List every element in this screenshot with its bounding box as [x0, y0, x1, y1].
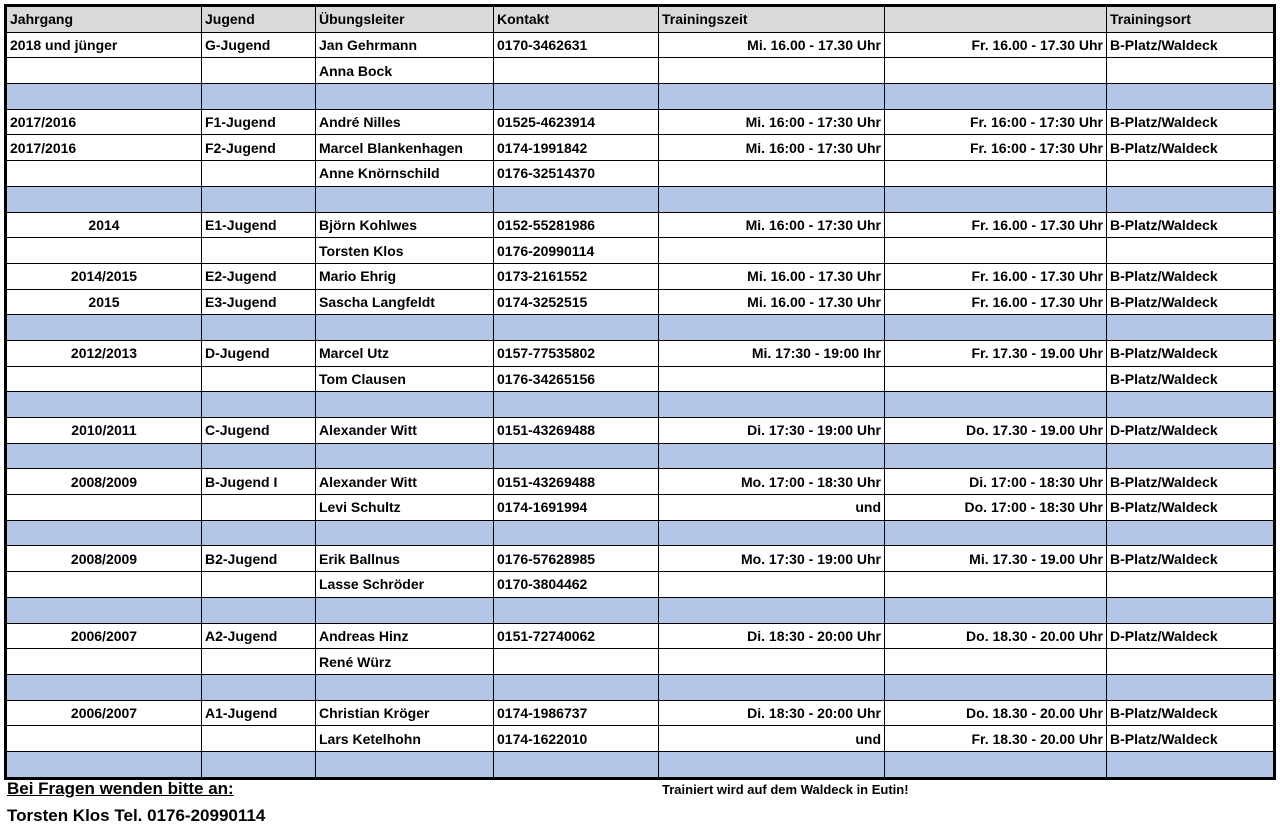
- table-row: [6, 263, 1275, 289]
- footer-note: Trainiert wird auf dem Waldeck in Eutin!: [662, 782, 909, 797]
- cell-trainingsort: B-Platz/Waldeck: [1107, 495, 1275, 521]
- table-row: [6, 289, 1275, 315]
- cell-jahrgang: [6, 58, 202, 84]
- cell-kontakt: 0173-2161552: [494, 263, 659, 289]
- cell-jahrgang: 2008/2009: [6, 546, 202, 572]
- spacer-cell: [1107, 443, 1275, 469]
- cell-trainingszeit-1: [659, 366, 885, 392]
- cell-trainingszeit-2: Fr. 17.30 - 19.00 Uhr: [885, 340, 1107, 366]
- cell-uebungsleiter: Anna Bock: [316, 58, 494, 84]
- spacer-cell: [316, 315, 494, 341]
- table-row: [6, 649, 1275, 675]
- spacer-cell: [6, 520, 202, 546]
- spacer-cell: [202, 84, 316, 110]
- table-row: [6, 495, 1275, 521]
- cell-jahrgang: [6, 572, 202, 598]
- spacer-cell: [494, 392, 659, 418]
- cell-jahrgang: [6, 161, 202, 187]
- cell-trainingszeit-2: Do. 17:00 - 18:30 Uhr: [885, 495, 1107, 521]
- cell-trainingszeit-2: [885, 649, 1107, 675]
- spacer-cell: [316, 84, 494, 110]
- cell-trainingszeit-2: Fr. 16.00 - 17.30 Uhr: [885, 263, 1107, 289]
- spacer-cell: [659, 674, 885, 700]
- cell-trainingsort: D-Platz/Waldeck: [1107, 623, 1275, 649]
- cell-trainingszeit-2: [885, 366, 1107, 392]
- cell-kontakt: 0176-20990114: [494, 238, 659, 264]
- cell-trainingszeit-1: Mi. 16:00 - 17:30 Uhr: [659, 212, 885, 238]
- cell-jahrgang: [6, 495, 202, 521]
- cell-uebungsleiter: Tom Clausen: [316, 366, 494, 392]
- table-row: [6, 212, 1275, 238]
- cell-trainingsort: D-Platz/Waldeck: [1107, 418, 1275, 444]
- table-row: [6, 161, 1275, 187]
- cell-trainingsort: B-Platz/Waldeck: [1107, 212, 1275, 238]
- cell-trainingszeit-2: Fr. 16.00 - 17.30 Uhr: [885, 289, 1107, 315]
- spacer-cell: [1107, 751, 1275, 778]
- cell-jahrgang: 2012/2013: [6, 340, 202, 366]
- spacer-cell: [6, 392, 202, 418]
- cell-trainingszeit-1: Di. 18:30 - 20:00 Uhr: [659, 700, 885, 726]
- spacer-cell: [885, 392, 1107, 418]
- cell-uebungsleiter: Christian Kröger: [316, 700, 494, 726]
- cell-jugend: F2-Jugend: [202, 135, 316, 161]
- spacer-cell: [885, 84, 1107, 110]
- cell-jugend: [202, 366, 316, 392]
- cell-kontakt: 01525-4623914: [494, 109, 659, 135]
- spacer-cell: [202, 443, 316, 469]
- cell-jahrgang: [6, 366, 202, 392]
- cell-uebungsleiter: René Würz: [316, 649, 494, 675]
- cell-trainingszeit-2: [885, 572, 1107, 598]
- cell-uebungsleiter: Erik Ballnus: [316, 546, 494, 572]
- spacer-cell: [494, 751, 659, 778]
- spacer-cell: [1107, 315, 1275, 341]
- table-row: [6, 58, 1275, 84]
- spacer-cell: [6, 84, 202, 110]
- spacer-cell: [885, 443, 1107, 469]
- spacer-row: [6, 392, 1275, 418]
- spacer-cell: [316, 597, 494, 623]
- cell-trainingszeit-1: und: [659, 726, 885, 752]
- cell-trainingszeit-1: Mo. 17:30 - 19:00 Uhr: [659, 546, 885, 572]
- cell-jugend: [202, 495, 316, 521]
- cell-trainingsort: B-Platz/Waldeck: [1107, 340, 1275, 366]
- cell-jugend: B2-Jugend: [202, 546, 316, 572]
- cell-jugend: D-Jugend: [202, 340, 316, 366]
- cell-jahrgang: [6, 726, 202, 752]
- spacer-row: [6, 315, 1275, 341]
- table-row: [6, 238, 1275, 264]
- cell-jugend: A1-Jugend: [202, 700, 316, 726]
- cell-jugend: E1-Jugend: [202, 212, 316, 238]
- spacer-cell: [202, 186, 316, 212]
- cell-uebungsleiter: Björn Kohlwes: [316, 212, 494, 238]
- cell-jugend: E2-Jugend: [202, 263, 316, 289]
- header-trainingsort: Trainingsort: [1107, 6, 1275, 33]
- spacer-cell: [1107, 520, 1275, 546]
- cell-jugend: [202, 161, 316, 187]
- cell-trainingszeit-2: Fr. 16.00 - 17.30 Uhr: [885, 32, 1107, 58]
- table-row: [6, 700, 1275, 726]
- cell-uebungsleiter: Marcel Blankenhagen: [316, 135, 494, 161]
- spacer-cell: [659, 84, 885, 110]
- cell-trainingszeit-1: [659, 161, 885, 187]
- cell-trainingszeit-1: Mi. 16.00 - 17.30 Uhr: [659, 32, 885, 58]
- cell-trainingsort: B-Platz/Waldeck: [1107, 109, 1275, 135]
- cell-trainingsort: [1107, 238, 1275, 264]
- spacer-cell: [494, 674, 659, 700]
- cell-trainingszeit-2: [885, 238, 1107, 264]
- header-empty: [885, 6, 1107, 33]
- spacer-cell: [202, 751, 316, 778]
- spacer-cell: [316, 186, 494, 212]
- spacer-row: [6, 751, 1275, 778]
- cell-trainingsort: B-Platz/Waldeck: [1107, 135, 1275, 161]
- cell-jahrgang: [6, 649, 202, 675]
- spacer-cell: [316, 751, 494, 778]
- cell-uebungsleiter: André Nilles: [316, 109, 494, 135]
- spacer-row: [6, 443, 1275, 469]
- cell-trainingszeit-2: Fr. 16:00 - 17:30 Uhr: [885, 109, 1107, 135]
- spacer-row: [6, 674, 1275, 700]
- spacer-cell: [494, 597, 659, 623]
- spacer-cell: [1107, 186, 1275, 212]
- spacer-cell: [494, 315, 659, 341]
- cell-uebungsleiter: Anne Knörnschild: [316, 161, 494, 187]
- cell-trainingsort: B-Platz/Waldeck: [1107, 546, 1275, 572]
- cell-trainingsort: B-Platz/Waldeck: [1107, 289, 1275, 315]
- cell-kontakt: 0151-43269488: [494, 418, 659, 444]
- cell-trainingsort: [1107, 649, 1275, 675]
- cell-jugend: G-Jugend: [202, 32, 316, 58]
- spacer-cell: [885, 597, 1107, 623]
- cell-trainingszeit-2: Do. 18.30 - 20.00 Uhr: [885, 623, 1107, 649]
- table-row: [6, 546, 1275, 572]
- cell-trainingszeit-1: [659, 58, 885, 84]
- header-uebungsleiter: Übungsleiter: [316, 6, 494, 33]
- table-row: [6, 469, 1275, 495]
- cell-jugend: B-Jugend I: [202, 469, 316, 495]
- cell-jahrgang: 2008/2009: [6, 469, 202, 495]
- spacer-row: [6, 520, 1275, 546]
- spacer-cell: [6, 751, 202, 778]
- cell-uebungsleiter: Andreas Hinz: [316, 623, 494, 649]
- spacer-cell: [659, 597, 885, 623]
- spacer-cell: [885, 186, 1107, 212]
- spacer-cell: [202, 674, 316, 700]
- cell-kontakt: 0152-55281986: [494, 212, 659, 238]
- cell-jahrgang: 2006/2007: [6, 700, 202, 726]
- cell-kontakt: 0174-1991842: [494, 135, 659, 161]
- cell-jugend: F1-Jugend: [202, 109, 316, 135]
- cell-kontakt: [494, 58, 659, 84]
- cell-trainingszeit-1: Mo. 17:00 - 18:30 Uhr: [659, 469, 885, 495]
- spacer-cell: [885, 751, 1107, 778]
- cell-trainingsort: B-Platz/Waldeck: [1107, 726, 1275, 752]
- cell-jahrgang: 2017/2016: [6, 109, 202, 135]
- cell-kontakt: 0176-32514370: [494, 161, 659, 187]
- cell-trainingszeit-2: Fr. 16.00 - 17.30 Uhr: [885, 212, 1107, 238]
- spacer-cell: [885, 674, 1107, 700]
- spacer-cell: [316, 674, 494, 700]
- cell-kontakt: 0170-3804462: [494, 572, 659, 598]
- spacer-cell: [202, 520, 316, 546]
- header-jugend: Jugend: [202, 6, 316, 33]
- training-schedule-sheet: [4, 4, 1276, 780]
- cell-trainingszeit-1: Mi. 17:30 - 19:00 Ihr: [659, 340, 885, 366]
- table-row: [6, 366, 1275, 392]
- spacer-cell: [885, 520, 1107, 546]
- cell-jahrgang: 2014: [6, 212, 202, 238]
- spacer-row: [6, 186, 1275, 212]
- footer-contact: [7, 778, 265, 832]
- contact-line: Torsten Klos Tel. 0176-20990114: [7, 806, 266, 825]
- spacer-cell: [6, 674, 202, 700]
- header-kontakt: Kontakt: [494, 6, 659, 33]
- cell-trainingsort: B-Platz/Waldeck: [1107, 700, 1275, 726]
- spacer-cell: [885, 315, 1107, 341]
- cell-trainingszeit-2: [885, 58, 1107, 84]
- cell-trainingszeit-1: Di. 17:30 - 19:00 Uhr: [659, 418, 885, 444]
- cell-trainingszeit-1: [659, 649, 885, 675]
- cell-jahrgang: 2014/2015: [6, 263, 202, 289]
- spacer-cell: [659, 751, 885, 778]
- cell-uebungsleiter: Alexander Witt: [316, 469, 494, 495]
- contact-title: Bei Fragen wenden bitte an:: [7, 779, 234, 798]
- cell-trainingszeit-1: und: [659, 495, 885, 521]
- cell-kontakt: 0174-1986737: [494, 700, 659, 726]
- cell-jugend: C-Jugend: [202, 418, 316, 444]
- cell-trainingszeit-1: Mi. 16:00 - 17:30 Uhr: [659, 135, 885, 161]
- spacer-row: [6, 597, 1275, 623]
- cell-jahrgang: 2018 und jünger: [6, 32, 202, 58]
- cell-trainingszeit-2: Do. 18.30 - 20.00 Uhr: [885, 700, 1107, 726]
- cell-trainingszeit-2: Fr. 16:00 - 17:30 Uhr: [885, 135, 1107, 161]
- table-row: [6, 32, 1275, 58]
- cell-trainingszeit-2: Do. 17.30 - 19.00 Uhr: [885, 418, 1107, 444]
- spacer-cell: [316, 392, 494, 418]
- cell-trainingszeit-2: Di. 17:00 - 18:30 Uhr: [885, 469, 1107, 495]
- cell-jugend: [202, 726, 316, 752]
- cell-trainingszeit-2: Mi. 17.30 - 19.00 Uhr: [885, 546, 1107, 572]
- spacer-cell: [494, 186, 659, 212]
- spacer-cell: [6, 186, 202, 212]
- table-row: [6, 418, 1275, 444]
- cell-kontakt: [494, 649, 659, 675]
- spacer-cell: [494, 443, 659, 469]
- spacer-cell: [1107, 392, 1275, 418]
- table-row: [6, 572, 1275, 598]
- cell-jahrgang: 2010/2011: [6, 418, 202, 444]
- cell-kontakt: 0176-57628985: [494, 546, 659, 572]
- cell-jahrgang: 2015: [6, 289, 202, 315]
- cell-uebungsleiter: Marcel Utz: [316, 340, 494, 366]
- cell-trainingsort: [1107, 58, 1275, 84]
- table-row: [6, 623, 1275, 649]
- spacer-cell: [202, 597, 316, 623]
- cell-jugend: E3-Jugend: [202, 289, 316, 315]
- spacer-cell: [202, 392, 316, 418]
- cell-trainingsort: B-Platz/Waldeck: [1107, 469, 1275, 495]
- spacer-cell: [659, 520, 885, 546]
- cell-trainingszeit-1: [659, 572, 885, 598]
- spacer-cell: [1107, 84, 1275, 110]
- cell-trainingszeit-1: Mi. 16.00 - 17.30 Uhr: [659, 263, 885, 289]
- cell-kontakt: 0174-3252515: [494, 289, 659, 315]
- cell-jugend: [202, 238, 316, 264]
- table-row: [6, 135, 1275, 161]
- spacer-cell: [316, 520, 494, 546]
- spacer-cell: [1107, 597, 1275, 623]
- header-jahrgang: Jahrgang: [6, 6, 202, 33]
- spacer-cell: [659, 443, 885, 469]
- spacer-cell: [6, 443, 202, 469]
- cell-trainingszeit-1: Mi. 16:00 - 17:30 Uhr: [659, 109, 885, 135]
- spacer-cell: [659, 392, 885, 418]
- cell-trainingsort: B-Platz/Waldeck: [1107, 263, 1275, 289]
- cell-kontakt: 0174-1691994: [494, 495, 659, 521]
- spacer-cell: [494, 520, 659, 546]
- cell-trainingszeit-1: Di. 18:30 - 20:00 Uhr: [659, 623, 885, 649]
- cell-kontakt: 0176-34265156: [494, 366, 659, 392]
- cell-trainingsort: [1107, 161, 1275, 187]
- cell-trainingsort: B-Platz/Waldeck: [1107, 366, 1275, 392]
- table-row: [6, 109, 1275, 135]
- cell-kontakt: 0157-77535802: [494, 340, 659, 366]
- cell-uebungsleiter: Mario Ehrig: [316, 263, 494, 289]
- training-schedule-table: [4, 4, 1276, 780]
- cell-uebungsleiter: Lars Ketelhohn: [316, 726, 494, 752]
- cell-uebungsleiter: Torsten Klos: [316, 238, 494, 264]
- cell-uebungsleiter: Jan Gehrmann: [316, 32, 494, 58]
- cell-trainingszeit-2: Fr. 18.30 - 20.00 Uhr: [885, 726, 1107, 752]
- cell-uebungsleiter: Alexander Witt: [316, 418, 494, 444]
- cell-kontakt: 0170-3462631: [494, 32, 659, 58]
- spacer-row: [6, 84, 1275, 110]
- header-trainingszeit: Trainingszeit: [659, 6, 885, 33]
- spacer-cell: [659, 186, 885, 212]
- cell-jahrgang: 2006/2007: [6, 623, 202, 649]
- table-row: [6, 340, 1275, 366]
- spacer-cell: [1107, 674, 1275, 700]
- spacer-cell: [6, 597, 202, 623]
- table-row: [6, 726, 1275, 752]
- cell-uebungsleiter: Sascha Langfeldt: [316, 289, 494, 315]
- cell-jahrgang: 2017/2016: [6, 135, 202, 161]
- cell-trainingsort: [1107, 572, 1275, 598]
- spacer-cell: [659, 315, 885, 341]
- cell-kontakt: 0174-1622010: [494, 726, 659, 752]
- cell-kontakt: 0151-72740062: [494, 623, 659, 649]
- header-row: [6, 6, 1275, 33]
- cell-jugend: [202, 572, 316, 598]
- cell-trainingszeit-1: [659, 238, 885, 264]
- cell-uebungsleiter: Lasse Schröder: [316, 572, 494, 598]
- spacer-cell: [494, 84, 659, 110]
- cell-jahrgang: [6, 238, 202, 264]
- cell-jugend: [202, 649, 316, 675]
- cell-kontakt: 0151-43269488: [494, 469, 659, 495]
- spacer-cell: [202, 315, 316, 341]
- cell-jugend: [202, 58, 316, 84]
- cell-uebungsleiter: Levi Schultz: [316, 495, 494, 521]
- cell-trainingszeit-2: [885, 161, 1107, 187]
- spacer-cell: [316, 443, 494, 469]
- cell-trainingsort: B-Platz/Waldeck: [1107, 32, 1275, 58]
- cell-jugend: A2-Jugend: [202, 623, 316, 649]
- cell-trainingszeit-1: Mi. 16.00 - 17.30 Uhr: [659, 289, 885, 315]
- spacer-cell: [6, 315, 202, 341]
